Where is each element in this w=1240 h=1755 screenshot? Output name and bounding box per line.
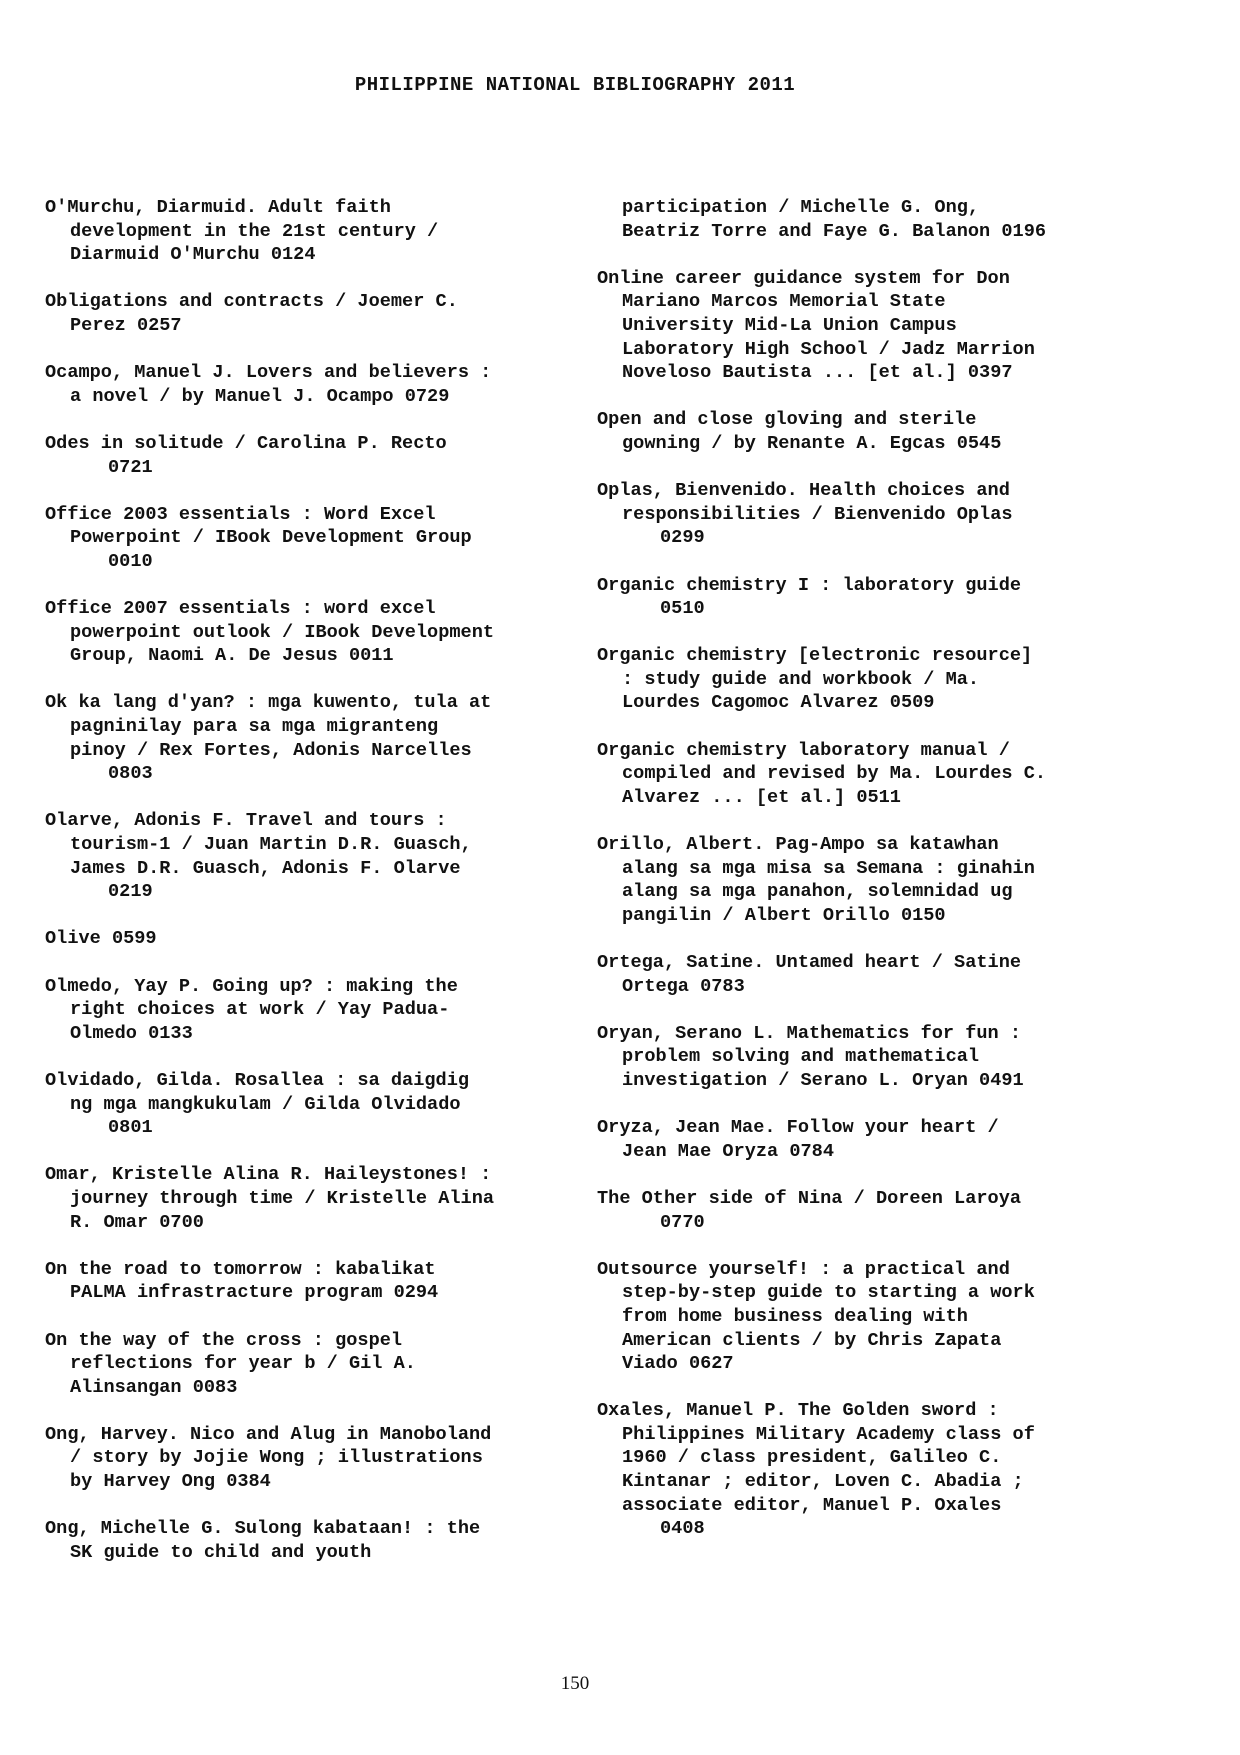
entry-line: Olmedo 0133 (70, 1022, 193, 1044)
entry-line: Ortega 0783 (622, 975, 745, 997)
entry-line: Oxales, Manuel P. The Golden sword : (597, 1400, 999, 1422)
bibliography-entry (597, 1258, 1137, 1376)
bibliography-entry (45, 290, 585, 337)
entry-line: Organic chemistry I : laboratory guide (597, 574, 1022, 596)
entry-line: gowning / by Renante A. Egcas 0545 (622, 432, 1002, 454)
entry-line: ng mga mangkukulam / Gilda Olvidado (70, 1093, 461, 1115)
entry-line: Jean Mae Oryza 0784 (622, 1140, 835, 1162)
entry-line: : study guide and workbook / Ma. (622, 668, 980, 690)
entry-line: Powerpoint / IBook Development Group (70, 527, 472, 549)
entry-line: tourism-1 / Juan Martin D.R. Guasch, (70, 834, 472, 856)
entry-line: Olvidado, Gilda. Rosallea : sa daigdig (45, 1069, 470, 1091)
entry-line: / story by Jojie Wong ; illustrations (70, 1447, 483, 1469)
entry-number: 0010 (108, 550, 153, 572)
entry-line: On the way of the cross : gospel (45, 1329, 403, 1351)
entry-line: alang sa mga panahon, solemnidad ug (622, 881, 1013, 903)
entry-number: 0801 (108, 1117, 153, 1139)
bibliography-entry (45, 1517, 585, 1564)
entry-line: pagninilay para sa mga migranteng (70, 716, 439, 738)
entry-line: from home business dealing with (622, 1305, 968, 1327)
entry-line: Oryan, Serano L. Mathematics for fun : (597, 1022, 1022, 1044)
entry-line: reflections for year b / Gil A. (70, 1353, 416, 1375)
entry-line: pinoy / Rex Fortes, Adonis Narcelles (70, 739, 472, 761)
entry-number: 0770 (660, 1211, 705, 1233)
entry-line: participation / Michelle G. Ong, (622, 197, 980, 218)
bibliography-entry (45, 691, 585, 785)
entry-line: a novel / by Manuel J. Ocampo 0729 (70, 385, 450, 407)
entry-line: 1960 / class president, Galileo C. (622, 1447, 1002, 1469)
entry-line: On the road to tomorrow : kabalikat (45, 1258, 436, 1280)
bibliography-entry-continued (597, 196, 1137, 243)
entry-line: Ong, Michelle G. Sulong kabataan! : the (45, 1518, 481, 1540)
entry-line: Oryza, Jean Mae. Follow your heart / (597, 1117, 999, 1139)
entry-line: Lourdes Cagomoc Alvarez 0509 (622, 692, 935, 714)
entry-line: Olive 0599 (45, 928, 157, 950)
entry-number: 0299 (660, 527, 705, 549)
entry-number: 0408 (660, 1518, 705, 1540)
entry-line: Kintanar ; editor, Loven C. Abadia ; (622, 1471, 1024, 1493)
entry-line: Obligations and contracts / Joemer C. (45, 291, 458, 313)
bibliography-entry (45, 503, 585, 574)
bibliography-entry (597, 1116, 1137, 1163)
bibliography-entry (597, 1399, 1137, 1541)
entry-line: Alinsangan 0083 (70, 1376, 238, 1398)
entry-line: Beatriz Torre and Faye G. Balanon 0196 (622, 220, 1047, 242)
bibliography-entry (45, 927, 585, 951)
entry-line: Oplas, Bienvenido. Health choices and (597, 480, 1010, 502)
entry-line: Perez 0257 (70, 314, 182, 336)
entry-line: Organic chemistry [electronic resource] (597, 645, 1033, 667)
entry-line: Open and close gloving and sterile (597, 409, 977, 431)
left-column (45, 196, 585, 1588)
entry-line: The Other side of Nina / Doreen Laroya (597, 1187, 1022, 1209)
entry-line: alang sa mga misa sa Semana : ginahin (622, 857, 1035, 879)
entry-line: pangilin / Albert Orillo 0150 (622, 904, 946, 926)
entry-line: James D.R. Guasch, Adonis F. Olarve (70, 857, 461, 879)
entry-line: Organic chemistry laboratory manual / (597, 739, 1010, 761)
entry-line: compiled and revised by Ma. Lourdes C. (622, 763, 1047, 785)
bibliography-entry (597, 267, 1137, 385)
entry-line: right choices at work / Yay Padua- (70, 999, 450, 1021)
entry-line: PALMA infrastracture program 0294 (70, 1282, 439, 1304)
entry-line: Ortega, Satine. Untamed heart / Satine (597, 952, 1022, 973)
entry-line: powerpoint outlook / IBook Development (70, 621, 495, 643)
entry-line: Ocampo, Manuel J. Lovers and believers : (45, 362, 492, 384)
entry-line: Ong, Harvey. Nico and Alug in Manoboland (45, 1423, 492, 1445)
bibliography-entry (597, 951, 1137, 998)
bibliography-entry (45, 1423, 585, 1494)
right-column (597, 196, 1137, 1564)
bibliography-entry (45, 975, 585, 1046)
entry-number: 0803 (108, 763, 153, 785)
bibliography-entry (597, 1022, 1137, 1093)
entry-line: Online career guidance system for Don (597, 267, 1010, 289)
entry-line: Philippines Military Academy class of (622, 1423, 1035, 1445)
entry-line: responsibilities / Bienvenido Oplas (622, 503, 1013, 525)
entry-number: 0721 (108, 456, 153, 478)
entry-line: University Mid-La Union Campus (622, 314, 957, 336)
entry-line: Outsource yourself! : a practical and (597, 1258, 1010, 1280)
entry-line: Diarmuid O'Murchu 0124 (70, 244, 316, 266)
entry-number: 0219 (108, 881, 153, 903)
bibliography-entry (597, 833, 1137, 927)
entry-line: Ok ka lang d'yan? : mga kuwento, tula at (45, 692, 492, 714)
entry-line: Olarve, Adonis F. Travel and tours : (45, 810, 447, 832)
page-header-title: PHILIPPINE NATIONAL BIBLIOGRAPHY 2011 (354, 74, 796, 96)
entry-line: Laboratory High School / Jadz Marrion (622, 338, 1035, 360)
bibliography-entry (45, 1163, 585, 1234)
bibliography-entry (597, 644, 1137, 715)
bibliography-entry (45, 597, 585, 668)
entry-line: R. Omar 0700 (70, 1211, 204, 1233)
entry-line: Orillo, Albert. Pag-Ampo sa katawhan (597, 834, 999, 856)
bibliography-entry (45, 432, 585, 479)
entry-line: Odes in solitude / Carolina P. Recto (45, 432, 447, 454)
entry-line: Alvarez ... [et al.] 0511 (622, 786, 901, 808)
bibliography-entry (597, 479, 1137, 550)
entry-line: step-by-step guide to starting a work (622, 1282, 1035, 1304)
entry-number: 0510 (660, 598, 705, 620)
bibliography-entry (45, 1258, 585, 1305)
entry-line: Viado 0627 (622, 1353, 734, 1375)
bibliography-entry (45, 1329, 585, 1400)
entry-line: American clients / by Chris Zapata (622, 1329, 1002, 1351)
bibliography-entry (45, 1069, 585, 1140)
entry-line: Office 2003 essentials : Word Excel (45, 503, 436, 525)
bibliography-entry (597, 739, 1137, 810)
entry-line: Group, Naomi A. De Jesus 0011 (70, 645, 394, 667)
entry-line: Office 2007 essentials : word excel (45, 598, 436, 620)
bibliography-entry (597, 408, 1137, 455)
bibliography-entry (597, 574, 1137, 621)
bibliography-entry (45, 809, 585, 903)
entry-line: development in the 21st century / (70, 220, 439, 242)
entry-line: Mariano Marcos Memorial State (622, 291, 946, 313)
entry-line: SK guide to child and youth (70, 1541, 372, 1563)
entry-line: Noveloso Bautista ... [et al.] 0397 (622, 362, 1013, 384)
bibliography-entry (597, 1187, 1137, 1234)
entry-line: investigation / Serano L. Oryan 0491 (622, 1069, 1024, 1091)
bibliography-entry (45, 361, 585, 408)
entry-line: O'Murchu, Diarmuid. Adult faith (45, 197, 391, 218)
bibliography-entry (45, 196, 585, 267)
page-number: 150 (560, 1673, 590, 1694)
entry-line: journey through time / Kristelle Alina (70, 1187, 495, 1209)
entry-line: problem solving and mathematical (622, 1046, 980, 1068)
entry-line: associate editor, Manuel P. Oxales (622, 1494, 1002, 1516)
entry-line: by Harvey Ong 0384 (70, 1471, 271, 1493)
entry-line: Omar, Kristelle Alina R. Haileystones! : (45, 1164, 492, 1186)
entry-line: Olmedo, Yay P. Going up? : making the (45, 975, 458, 997)
